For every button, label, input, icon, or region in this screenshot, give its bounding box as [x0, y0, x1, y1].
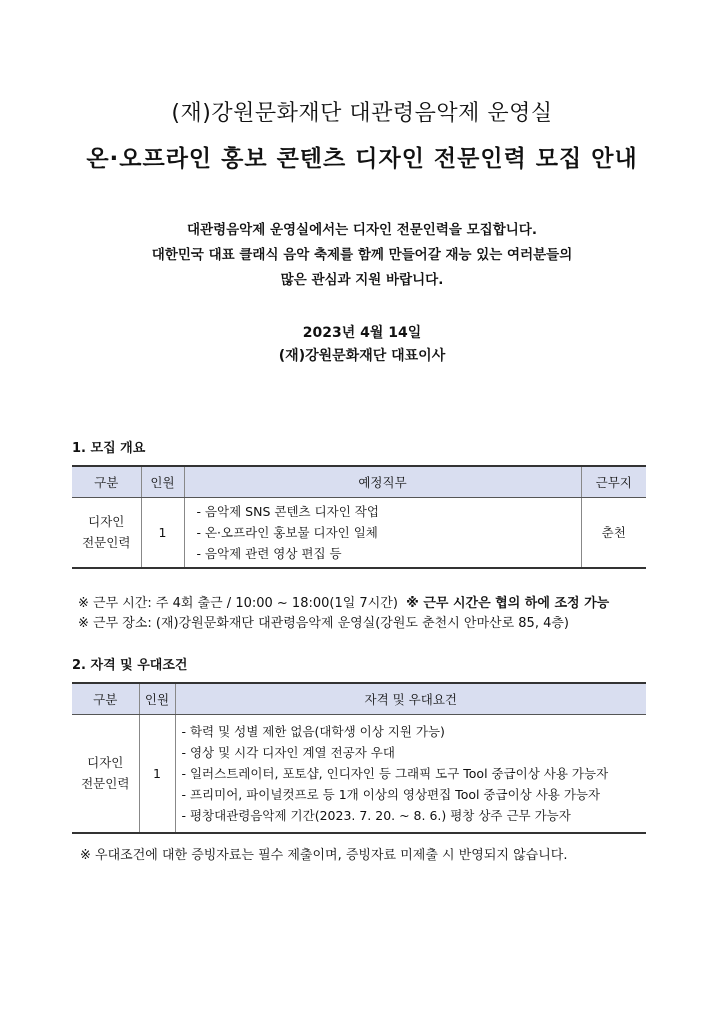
requirement-item: - 일러스트레이터, 포토샵, 인디자인 등 그래픽 도구 Tool 중급이상 사용 가능자 — [181, 765, 609, 781]
requirement-item: - 학력 및 성별 제한 없음(대학생 이상 지원 가능) — [181, 723, 445, 739]
section-1-heading: 1. 모집 개요 — [72, 441, 146, 456]
requirement-item: - 영상 및 시각 디자인 계열 전공자 우대 — [181, 744, 395, 760]
count-cell: 1 — [141, 498, 184, 568]
duty-item: - 음악제 SNS 콘텐츠 디자인 작업 — [196, 503, 379, 519]
col-header-category: 구분 — [72, 466, 141, 498]
recruitment-overview-table — [72, 465, 646, 569]
requirement-item: - 평창대관령음악제 기간(2023. 7. 20. ~ 8. 6.) 평창 상주 근무 가능자 — [181, 807, 571, 823]
qualifications-table — [72, 682, 646, 834]
col-header-count: 인원 — [141, 466, 184, 498]
intro-line-3: 많은 관심과 지원 바랍니다. — [280, 272, 444, 288]
category-line-2: 전문인력 — [81, 776, 130, 792]
category-line-1: 디자인 — [87, 755, 124, 771]
table-row — [72, 715, 646, 833]
col-header-category: 구분 — [72, 683, 139, 715]
requirements-cell — [175, 715, 646, 833]
duty-item: - 온·오프라인 홍보물 디자인 일체 — [196, 524, 378, 540]
section-2-heading: 2. 자격 및 우대조건 — [72, 658, 188, 673]
table-header-row — [72, 683, 646, 715]
page-title: 온·오프라인 홍보 콘텐츠 디자인 전문인력 모집 안내 — [86, 146, 638, 172]
intro-line-2: 대한민국 대표 클래식 음악 축제를 함께 만들어갈 재능 있는 여러분들의 — [151, 247, 573, 263]
duties-cell — [184, 498, 581, 568]
table-header-row — [72, 466, 646, 498]
note-work-hours — [78, 592, 609, 611]
note-evidence: ※ 우대조건에 대한 증빙자료는 필수 제출이며, 증빙자료 미제출 시 반영되지 않습니다. — [80, 848, 568, 863]
signer: (재)강원문화재단 대표이사 — [278, 348, 446, 364]
location-cell: 춘천 — [581, 498, 646, 568]
intro-line-1: 대관령음악제 운영실에서는 디자인 전문인력을 모집합니다. — [187, 222, 537, 238]
col-header-location: 근무지 — [581, 466, 646, 498]
note-work-hours-emphasis: ※ 근무 시간은 협의 하에 조정 가능 — [406, 596, 610, 611]
announcement-date: 2023년 4월 14일 — [302, 325, 422, 341]
category-cell — [72, 498, 141, 568]
duty-item: - 음악제 관련 영상 편집 등 — [196, 545, 342, 561]
category-line-2: 전문인력 — [82, 535, 131, 551]
count-cell: 1 — [139, 715, 175, 833]
col-header-count: 인원 — [139, 683, 175, 715]
table-row — [72, 498, 646, 568]
requirement-item: - 프리미어, 파이널컷프로 등 1개 이상의 영상편집 Tool 중급이상 사용 가능자 — [181, 786, 601, 802]
organization-heading: (재)강원문화재단 대관령음악제 운영실 — [171, 101, 553, 126]
col-header-requirements: 자격 및 우대요건 — [175, 683, 646, 715]
note-work-place: ※ 근무 장소: (재)강원문화재단 대관령음악제 운영실(강원도 춘천시 안마산로 85, 4층) — [78, 616, 569, 631]
note-work-hours-text: ※ 근무 시간: 주 4회 출근 / 10:00 ~ 18:00(1일 7시간) — [78, 596, 398, 611]
category-cell — [72, 715, 139, 833]
category-line-1: 디자인 — [88, 514, 125, 530]
col-header-duties: 예정직무 — [184, 466, 581, 498]
